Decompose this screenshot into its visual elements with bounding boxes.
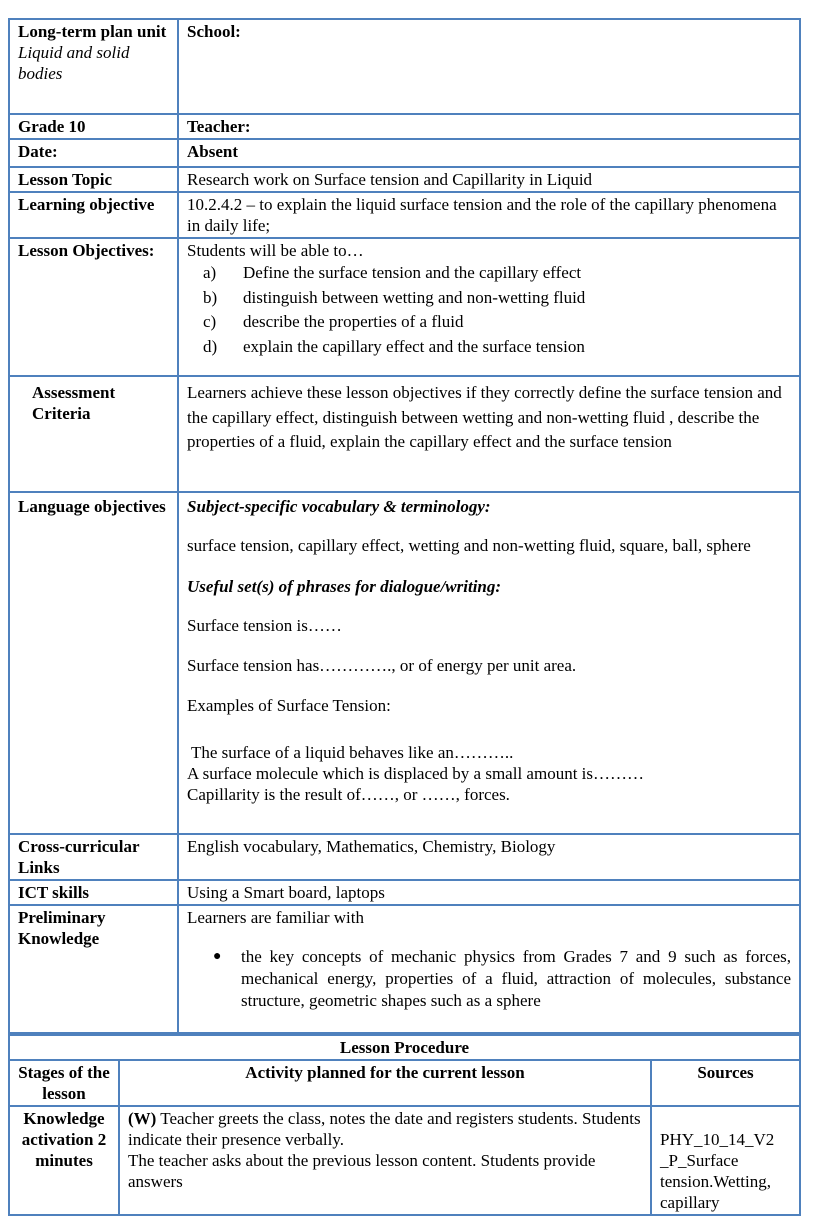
- phrase-2: Surface tension has…………., or of energy per unit area.: [187, 656, 577, 675]
- preliminary-intro: Learners are familiar with: [187, 908, 364, 927]
- unit-label: Long-term plan unit: [18, 22, 167, 41]
- ict-label: ICT skills: [9, 880, 178, 905]
- topic-label: Lesson Topic: [9, 167, 178, 192]
- lesson-objectives-intro: Students will be able to…: [187, 241, 364, 260]
- assessment-label: Assessment Criteria: [9, 376, 178, 492]
- grade-row: [9, 114, 800, 139]
- col-stages: Stages of the lesson: [9, 1060, 119, 1106]
- list-item: d) explain the capillary effect and the surface tension: [203, 336, 585, 356]
- stage-cell: Knowledge activation 2 minutes: [9, 1106, 119, 1215]
- procedure-table: [8, 1034, 801, 1216]
- phrase-3: Examples of Surface Tension:: [187, 696, 391, 715]
- col-activity: Activity planned for the current lesson: [119, 1060, 651, 1106]
- sources-cell: PHY_10_14_V2 _P_Surface tension.Wetting, capillary: [651, 1106, 800, 1215]
- cross-curricular-value: English vocabulary, Mathematics, Chemistry, Biology: [178, 834, 800, 880]
- bullet-icon: ●: [213, 949, 222, 964]
- date-row: [9, 139, 800, 167]
- phrase-1: Surface tension is……: [187, 616, 342, 635]
- preliminary-row: [9, 905, 800, 1033]
- lesson-objectives-label: Lesson Objectives:: [9, 238, 178, 376]
- preliminary-label: Preliminary Knowledge: [9, 905, 178, 1033]
- activity-text: Teacher greets the class, notes the date and registers students. Students indicate their presence verbally.: [128, 1109, 641, 1149]
- grade-label: Grade 10: [9, 114, 178, 139]
- phrase-4: The surface of a liquid behaves like an………..: [187, 743, 514, 762]
- list-item: a) Define the surface tension and the capillary effect: [203, 263, 582, 282]
- preliminary-list: [187, 946, 791, 1012]
- phrase-5: A surface molecule which is displaced by a small amount is………: [187, 764, 645, 783]
- lesson-objectives-row: [9, 238, 800, 376]
- assessment-value: Learners achieve these lesson objectives if they correctly define the surface tension and the capillary effect, distinguish between wetting and non-wetting fluid , describe the properties of a fluid, explain the capillary effect and the surface tension: [178, 376, 800, 492]
- language-cell: [178, 492, 800, 834]
- list-item: ● the key concepts of mechanic physics from Grades 7 and 9 such as forces, mechanical energy, properties of a fluid, attraction of molecules, substance structure, geometric shapes such as a sphere: [213, 947, 791, 1010]
- teacher-label: Teacher:: [178, 114, 800, 139]
- phrase-6: Capillarity is the result of……, or ……, forces.: [187, 785, 510, 804]
- learning-objective-row: [9, 192, 800, 238]
- vocab-value: surface tension, capillary effect, wetting and non-wetting fluid, square, ball, sphere: [187, 536, 751, 555]
- learning-objective-label: Learning objective: [9, 192, 178, 238]
- school-label: School:: [178, 19, 800, 114]
- cross-curricular-label: Cross-curricular Links: [9, 834, 178, 880]
- unit-cell: [9, 19, 178, 114]
- topic-row: [9, 167, 800, 192]
- activity-text-2: The teacher asks about the previous lesson content. Students provide answers: [128, 1151, 596, 1191]
- procedure-title-row: [9, 1035, 800, 1060]
- phrases-heading: Useful set(s) of phrases for dialogue/writing:: [187, 577, 502, 596]
- assessment-row: [9, 376, 800, 492]
- procedure-header-row: [9, 1060, 800, 1106]
- lesson-objectives-list: [187, 261, 791, 359]
- vocab-heading: Subject-specific vocabulary & terminology:: [187, 497, 491, 516]
- lesson-plan-table: [8, 18, 801, 1034]
- language-row: [9, 492, 800, 834]
- ict-row: [9, 880, 800, 905]
- learning-objective-value: 10.2.4.2 – to explain the liquid surface tension and the role of the capillary phenomena in daily life;: [178, 192, 800, 238]
- language-label: Language objectives: [9, 492, 178, 834]
- ict-value: Using a Smart board, laptops: [178, 880, 800, 905]
- col-sources: Sources: [651, 1060, 800, 1106]
- lesson-objectives-cell: [178, 238, 800, 376]
- preliminary-cell: [178, 905, 800, 1033]
- date-label: Date:: [9, 139, 178, 167]
- topic-value: Research work on Surface tension and Capillarity in Liquid: [178, 167, 800, 192]
- absent-label: Absent: [178, 139, 800, 167]
- cross-curricular-row: [9, 834, 800, 880]
- unit-value: Liquid and solid bodies: [18, 43, 130, 83]
- list-item: c) describe the properties of a fluid: [203, 312, 464, 331]
- list-item: b) distinguish between wetting and non-wetting fluid: [203, 287, 586, 307]
- activity-tag: (W): [128, 1109, 157, 1128]
- procedure-title: Lesson Procedure: [9, 1035, 800, 1060]
- lesson-plan-page: [8, 18, 799, 1216]
- unit-row: [9, 19, 800, 114]
